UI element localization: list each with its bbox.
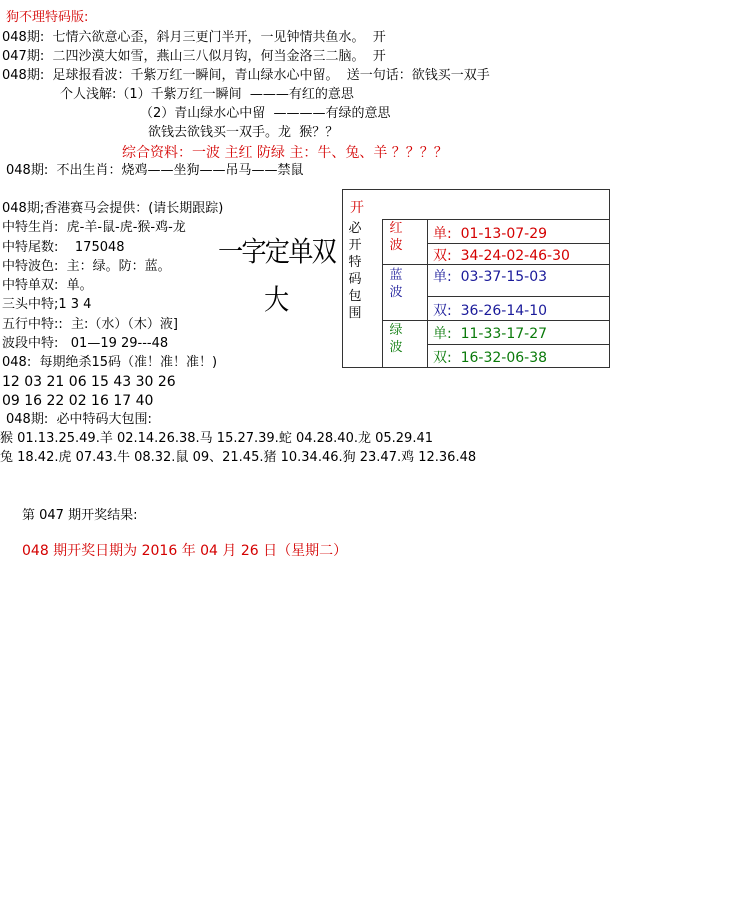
box-open-label: 开 bbox=[350, 200, 364, 216]
blue-odd-numbers: 单: 03-37-15-03 bbox=[433, 269, 548, 285]
hk-tail-line: 中特尾数: 175048 bbox=[2, 240, 125, 255]
box-divider bbox=[427, 296, 609, 297]
red-wave-label: 红波 bbox=[389, 221, 403, 253]
fifteen-row-2: 09 16 22 02 16 17 40 bbox=[2, 393, 154, 409]
result-title: 第 047 期开奖结果: bbox=[22, 508, 138, 523]
red-even-numbers: 双: 34-24-02-46-30 bbox=[433, 248, 570, 264]
green-even-numbers: 双: 16-32-06-38 bbox=[433, 350, 548, 366]
handwritten-note-2: 大 bbox=[264, 283, 288, 316]
green-odd-numbers: 单: 11-33-17-27 bbox=[433, 326, 548, 342]
prediction-line-048: 048期: 七情六欲意心歪，斜月三更门半开，一见钟情共鱼水。 开 bbox=[2, 30, 386, 45]
box-divider bbox=[427, 344, 609, 345]
handwritten-note-1: 一字定单双 bbox=[218, 235, 336, 268]
blue-wave-label: 蓝波 bbox=[389, 268, 403, 300]
summary-line: 综合资料：一波 主红 防绿 主：牛、兔、羊 ？？？？ bbox=[122, 145, 448, 161]
football-clue-line: 048期: 足球报看波：千紫万红一瞬间，青山绿水心中留。 送一句话：欲钱买一双手 bbox=[2, 68, 490, 83]
hk-head-line: 三头中特;1 3 4 bbox=[2, 297, 92, 312]
hk-provider-line: 048期;香港赛马会提供：(请长期跟踪) bbox=[2, 201, 224, 216]
fifteen-row-1: 12 03 21 06 15 43 30 26 bbox=[2, 374, 176, 390]
blue-even-numbers: 双: 36-26-14-10 bbox=[433, 303, 548, 319]
hk-element-line: 五行中特:: 主:（水）（木）液] bbox=[2, 317, 178, 332]
hk-zodiac-line: 中特生肖: 虎-羊-鼠-虎-猴-鸡-龙 bbox=[2, 220, 186, 235]
prediction-line-047: 047期: 二四沙漠大如雪，燕山三八似月钩，何当金洛三二脑。 开 bbox=[2, 49, 386, 64]
bigpack-row-1: 猴 01.13.25.49.羊 02.14.26.38.马 15.27.39.蛇 04.28.40.龙 05.29.41 bbox=[0, 431, 433, 446]
red-odd-numbers: 单: 01-13-07-29 bbox=[433, 226, 548, 242]
excluded-zodiac-line: 048期: 不出生肖：烧鸡——坐狗——吊马——禁鼠 bbox=[6, 163, 304, 178]
analysis-line-2: （2）青山绿水心中留 ————有绿的意思 bbox=[140, 106, 391, 121]
must-open-label: 必开特码包围 bbox=[348, 221, 362, 321]
fifteen-title-line: 048: 每期绝杀15码（准！准！准！) bbox=[2, 355, 218, 370]
bigpack-title-line: 048期: 必中特码大包围: bbox=[6, 412, 152, 427]
draw-date-line: 048 期开奖日期为 2016 年 04 月 26 日（星期二） bbox=[22, 543, 348, 559]
box-divider bbox=[427, 243, 609, 244]
bigpack-row-2: 兔 18.42.虎 07.43.牛 08.32.鼠 09、21.45.猪 10.34.46.狗 23.47.鸡 12.36.48 bbox=[0, 450, 477, 465]
wave-number-box bbox=[342, 189, 610, 368]
hk-oddeven-line: 中特单双: 单。 bbox=[2, 278, 93, 293]
green-wave-label: 绿波 bbox=[389, 323, 403, 355]
hk-segment-line: 波段中特: 01—19 29---48 bbox=[2, 336, 169, 351]
box-divider bbox=[382, 219, 609, 220]
analysis-line-1: 个人浅解:（1）千紫万红一瞬间 ———有红的意思 bbox=[60, 87, 354, 102]
analysis-line-3: 欲钱去欲钱买一双手。龙 猴？？ bbox=[148, 125, 339, 140]
box-divider bbox=[382, 219, 383, 367]
hk-wave-line: 中特波色: 主：绿。防：蓝。 bbox=[2, 259, 171, 274]
page-title: 狗不理特码版: bbox=[6, 10, 89, 25]
box-divider bbox=[382, 320, 609, 321]
